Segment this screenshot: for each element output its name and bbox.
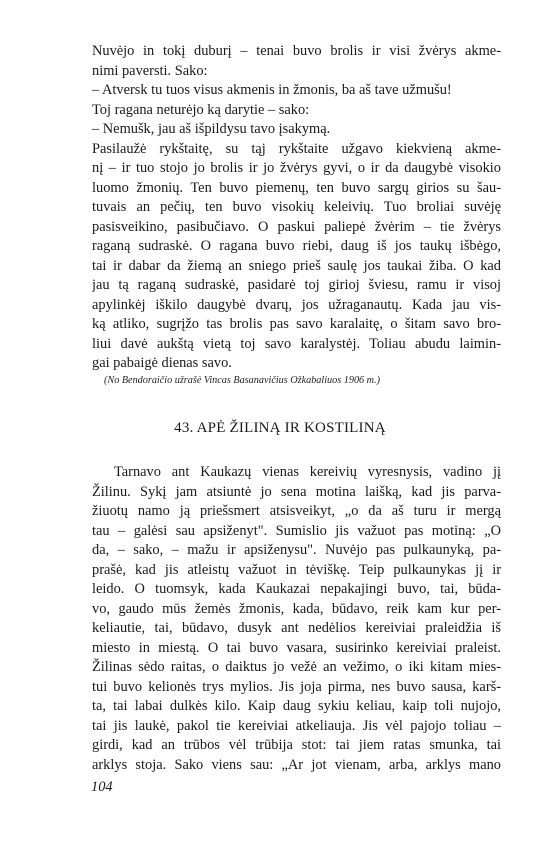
text-line: miesto in miestą. O tai buvo vasara, susirinko kereiviai praleist.	[92, 639, 501, 656]
text-line: apylinkėj iškilo daugybė dvarų, jos užraganautų. Kada jau vis-	[92, 296, 501, 313]
text-line: Žilinu. Sykį jam atsiuntė jo sena motina laišką, kad jis parva-	[92, 483, 501, 500]
text-line: ta, tai labai dulkės kilo. Kaip daug sykiu keliau, kaip toli nujojo,	[92, 698, 501, 714]
text-line: da, – sako, – mažu ir apsiženysu". Nuvėjo pas pulkaunyką, pa-	[92, 542, 501, 558]
text-line: žiuotų namo ją priešsmert atsisveikyt, „o da aš turu ir mergą	[92, 503, 501, 519]
story-beginning	[92, 463, 501, 775]
text-line: nimi paversti. Sako:	[92, 62, 208, 79]
text-line: arklys stoja. Sako viens sau: „Ar jot vienam, arba, arklys mano	[92, 756, 501, 773]
text-line: prašė, kad jis atleistų važuot in tėviškę. Teip pulkaunykas jį ir	[92, 561, 501, 578]
text-line: luomo žmonių. Ten buvo piemenų, ten buvo sargų girios su šau-	[92, 179, 501, 196]
chapter-heading: 43. APĖ ŽILINĄ IR KOSTILINĄ	[174, 420, 386, 436]
text-line: tai jis laukė, pakol tie kereiviai atkeliauja. Jis vėl pajojo toliau –	[92, 717, 501, 734]
page-number: 104	[91, 779, 113, 795]
source-note: (No Bendoraičio užrašė Vincas Basanavičius Ožkabaliuos 1906 m.)	[104, 375, 380, 386]
text-line: Tarnavo ant Kaukazų vienas kereivių vyresnysis, vadino jį	[114, 464, 501, 480]
text-line: girdi, kad an trūbos vėl trūbija stot: tai jiem ratas smunka, tai	[92, 737, 501, 753]
text-line: gai pabaigė dienas savo.	[92, 355, 232, 371]
story-ending	[92, 42, 501, 374]
text-line: tui buvo kelionės trys mylios. Jis joja pirma, nes buvo sausa, karš-	[92, 678, 501, 695]
text-line: Žilinas sėdo raitas, o daiktus jo vežė an vežimo, o iki kitam mies-	[92, 659, 501, 675]
text-line: tau – galėsi sau apsiženyt". Sumislio jis važuot pas motiną: „O	[92, 522, 501, 539]
dialogue-line: – Nemušk, jau aš išpildysu tavo įsakymą.	[92, 121, 331, 137]
text-line: tai ir dabar da žiemą an sniego prieš saulę jos taukai žiba. O kad	[92, 257, 501, 274]
text-line: liui davė aukštą vietą toj savo karalystėj. Toliau abudu laimin-	[92, 335, 501, 352]
text-line: Nuvėjo in tokį duburį – tenai buvo brolis ir visi žvėrys akme-	[92, 43, 501, 59]
text-line: pasisveikino, pasibučiavo. O paskui paliepė žvėrim – tie žvėrys	[92, 218, 501, 235]
text-line: nį – ir tuo stojo jo brolis ir jo žvėrys gyvi, o ir da daugybė visokio	[92, 160, 501, 176]
text-line: leido. O tuomsyk, kada Kaukazai nepakajingi buvo, tai, būda-	[92, 581, 501, 597]
text-line: raganą sudraskė. O ragana buvo riebi, daug iš jos taukų išbėgo,	[92, 238, 501, 254]
text-line: Pasilaužė rykštaitę, su tąj rykštaite užgavo kiekvieną akme-	[92, 140, 501, 157]
dialogue-line: – Atversk tu tuos visus akmenis in žmonis, ba aš tave užmušu!	[92, 82, 452, 98]
text-line: jau tą raganą sudraskė, pasidarė toj girioj šviesu, ramu ir visoj	[92, 277, 501, 293]
text-line: ką atliko, sugrįžo tas brolis pas savo karalaitę, o šitam savo bro-	[92, 316, 501, 332]
text-line: vo, gaudo mūs žemės žmonis, kada, būdavo, reik kam kur per-	[92, 600, 501, 617]
text-line: tuvais an pečių, ten buvo visokių keleivių. Tuo broliai suvėję	[92, 199, 501, 215]
text-line: keliautie, tai, būdavo, dusyk ant nedėlios kereiviai praleidžia iš	[92, 620, 501, 636]
dialogue-line: Toj ragana neturėjo ką darytie – sako:	[92, 101, 310, 118]
